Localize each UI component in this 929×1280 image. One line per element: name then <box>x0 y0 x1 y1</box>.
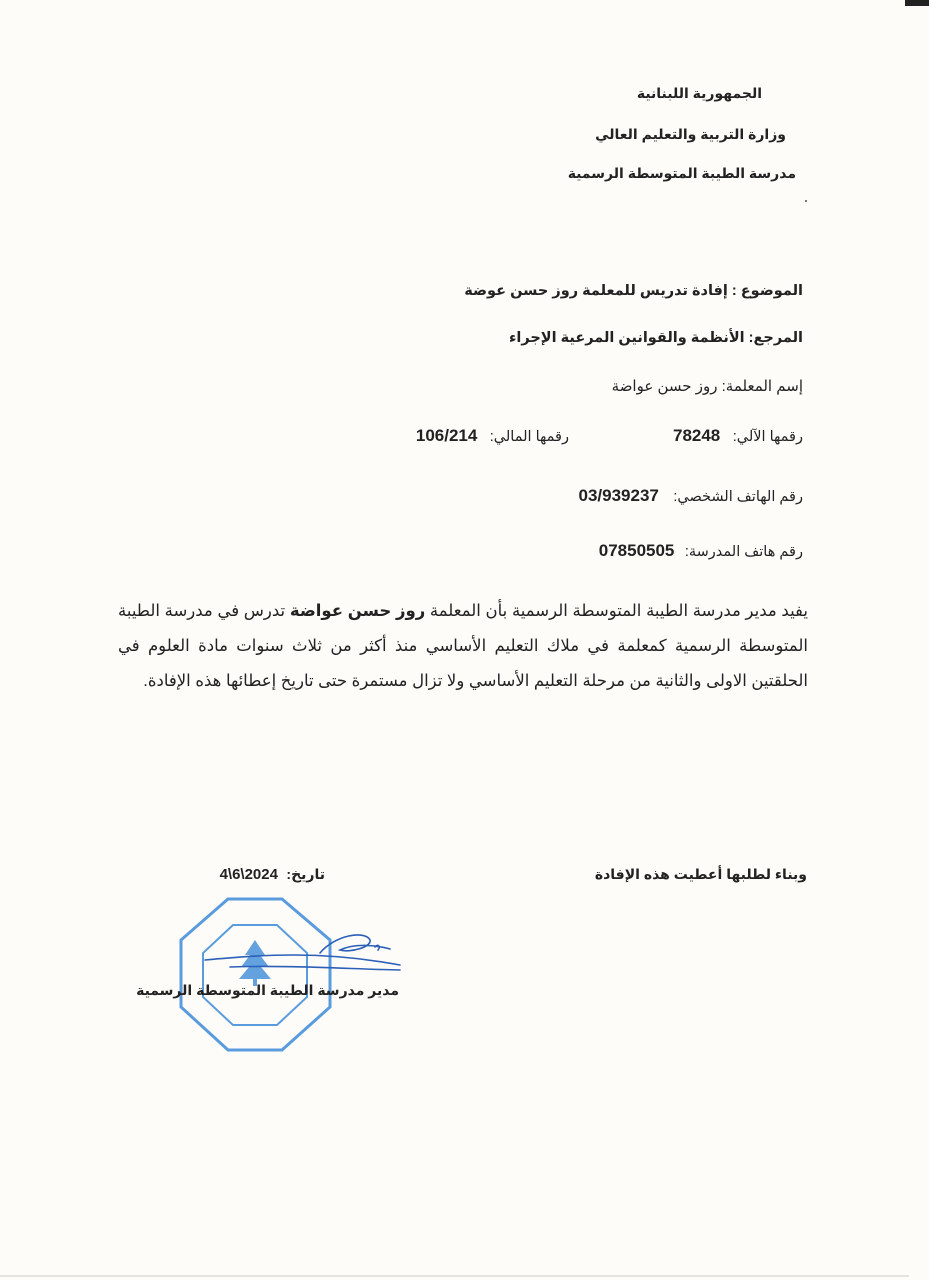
closing-statement: وبناء لطلبها أعطيت هذه الإفادة <box>594 866 807 882</box>
body-part-1: يفيد مدير مدرسة الطيبة المتوسطة الرسمية بأن المعلمة <box>425 602 808 620</box>
auto-number-value: 78248 <box>672 426 721 445</box>
teacher-name-line: إسم المعلمة: روز حسن عواضة <box>611 378 803 395</box>
letterhead-republic: الجمهورية اللبنانية <box>636 85 762 101</box>
reference-line: المرجع: الأنظمة والقوانين المرعية الإجراء <box>508 330 803 346</box>
certificate-body <box>118 594 808 699</box>
auto-number-line <box>673 426 803 446</box>
handwritten-signature <box>200 925 405 985</box>
letterhead-school: مدرسة الطيبة المتوسطة الرسمية <box>567 165 796 181</box>
date-value: 4\6\2024 <box>219 866 278 883</box>
scan-corner-mark <box>905 0 929 6</box>
school-phone-value: 07850505 <box>598 541 675 560</box>
personal-phone-label: رقم الهاتف الشخصي: <box>673 489 803 505</box>
school-phone-line <box>599 541 803 561</box>
body-teacher-name: روز حسن عواضة <box>289 602 426 620</box>
date-label: تاريخ: <box>286 866 325 882</box>
personal-phone-value: 03/939237 <box>578 486 659 505</box>
body-part-2: تدرس في مدرسة الطيبة المتوسطة الرسمية كمعلمة في ملاك التعليم الأساسي منذ أكثر من ثلاث سنوات مادة العلوم في الحلقتين الاولى والثانية من مرحلة التعليم الأساسي ولا تزال مستمرة حتى تاريخ إعطائها هذه الإفادة. <box>118 602 808 690</box>
school-phone-label: رقم هاتف المدرسة: <box>684 544 803 560</box>
auto-number-label: رقمها الآلي: <box>732 429 803 445</box>
financial-number-line <box>416 426 569 446</box>
scan-dot <box>805 200 807 202</box>
subject-line: الموضوع : إفادة تدريس للمعلمة روز حسن عوضة <box>464 283 803 299</box>
page-bottom-edge <box>0 1275 909 1277</box>
financial-number-label: رقمها المالي: <box>489 429 569 445</box>
letterhead-ministry: وزارة التربية والتعليم العالي <box>595 126 786 142</box>
financial-number-value: 106/214 <box>415 426 478 445</box>
signatory-title: مدير مدرسة الطيبة المتوسطة الرسمية <box>136 982 399 998</box>
date-line <box>220 866 325 884</box>
personal-phone-line <box>579 486 804 506</box>
